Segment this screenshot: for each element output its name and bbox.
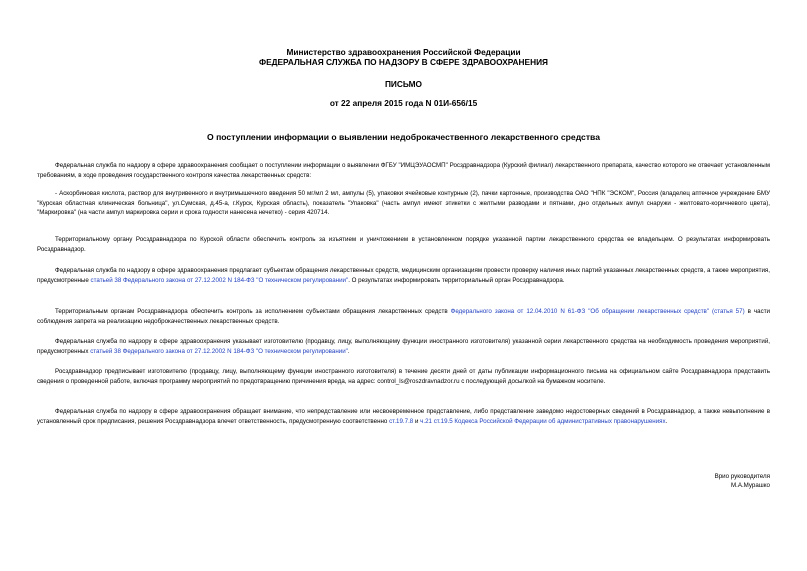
koap-19-7-8-link[interactable]: ст.19.7.8 (389, 417, 414, 425)
paragraph-5 (37, 307, 770, 326)
paragraph-6-text-a: Федеральная служба по надзору в сфере здравоохранения указывает изготовителю (продавцу, лицу, выполняющему функции иностранного изготовителя) указанной серии лекарственного средства на необходимость проведения мероприятий, предусмотренных (37, 338, 770, 355)
paragraph-6 (37, 337, 770, 356)
ministry-title: Министерство здравоохранения Российской Федерации (286, 47, 521, 57)
paragraph-1: Федеральная служба по надзору в сфере здравоохранения сообщает о поступлении информации о выявлении ФГБУ "ИМЦЭУАОСМП" Росздравнадзора (Курский филиал) лекарственного препарата, качество которого не отвечает установленным требованиям, в ходе проведения государственного контроля качества лекарственных средств: (37, 162, 770, 179)
paragraph-4 (37, 266, 770, 285)
paragraph-2: - Аскорбиновая кислота, раствор для внутривенного и внутримышечного введения 50 мг/мл 2 мл, ампулы (5), упаковки ячейковые контурные (2), пачки картонные, производства ОАО "НПК "ЭСКОМ", Россия (владелец аптечное учреждение БМУ "Курская областная клиническая больница", ул.Сумская, д.45-а, г.Курск, Курская область), показатель "Упаковка" (часть ампул имеют этикетки с желтыми разводами и пятнами, дно отдельных ампул снаружи - желтовато-коричневого цвета), "Маркировка" (на части ампул маркировка серии и срока годности нанесена нечетко) - серия 420714. (37, 190, 770, 216)
law-61-link[interactable]: Федерального закона от 12.04.2010 N 61-ФЗ "Об обращении лекарственных средств" (450, 308, 710, 315)
paragraph-5-text-b: в части соблюдения запрета на реализацию недоброкачественных лекарственных средств. (37, 308, 770, 325)
paragraph-8-text-a: Федеральная служба по надзору в сфере здравоохранения обращает внимание, что непредставление или несвоевременное представление, либо представление заведомо недостоверных сведений в Росздравнадзор, а также невыполнение в установленный срок предписания, решения Росздравнадзора влечет ответственность, предусмотренную соответственно (37, 408, 770, 425)
document-subject: О поступлении информации о выявлении недоброкачественного лекарственного средства (207, 132, 600, 142)
paragraph-8-text-b: . (665, 417, 668, 425)
paragraph-4-text-a: Федеральная служба по надзору в сфере здравоохранения предлагает субъектам обращения лекарственных средств, медицинским организациям провести проверку наличия иных партий указанных лекарственных средств, а также мероприятия, предусмотренные (37, 267, 770, 284)
paragraph-5-text-a: Территориальным органам Росздравнадзора обеспечить контроль за исполнением субъектами обращения лекарственных средств (55, 308, 451, 315)
document-type: ПИСЬМО (384, 79, 423, 89)
signatory-name: М.А.Мурашко (730, 482, 770, 489)
law-184-link-2[interactable]: статьей 38 Федерального закона от 27.12.2002 N 184-ФЗ "О техническом регулировании" (90, 347, 348, 355)
paragraph-8-conjunction: и (413, 417, 421, 425)
law-184-link[interactable]: статьей 38 Федерального закона от 27.12.2002 N 184-ФЗ "О техническом регулировании" (90, 276, 349, 284)
paragraph-3: Территориальному органу Росздравнадзора по Курской области обеспечить контроль за изъятием и уничтожением в установленном порядке указанной партии лекарственного средства ее владельцем. О результатах информировать Росздравнадзор. (37, 236, 770, 253)
paragraph-4-text-b: . О результатах информировать территориальный орган Росздравнадзора. (348, 276, 565, 284)
service-title: ФЕДЕРАЛЬНАЯ СЛУЖБА ПО НАДЗОРУ В СФЕРЕ ЗДРАВООХРАНЕНИЯ (259, 57, 548, 67)
signatory-position: Врио руководителя (714, 473, 770, 480)
article-57-link[interactable]: (статья 57) (712, 308, 745, 315)
document-date-number: от 22 апреля 2015 года N 01И-656/15 (329, 98, 478, 108)
paragraph-7: Росздравнадзор предписывает изготовителю (продавцу, лицу, выполняющему функции иностранного изготовителя) в течение десяти дней от даты публикации информационного письма на официальном сайте Росздравнадзора представить сведения о проведенной работе, включая программу мероприятий по предотвращению причинения вреда, на адрес: control_ls@roszdravnadzor.ru с последующей досылкой на бумажном носителе. (37, 368, 770, 385)
paragraph-8 (37, 407, 770, 426)
koap-19-5-link[interactable]: ч.21 ст.19.5 Кодекса Российской Федерации об административных правонарушениях (420, 417, 666, 425)
paragraph-6-text-b: . (347, 347, 350, 355)
